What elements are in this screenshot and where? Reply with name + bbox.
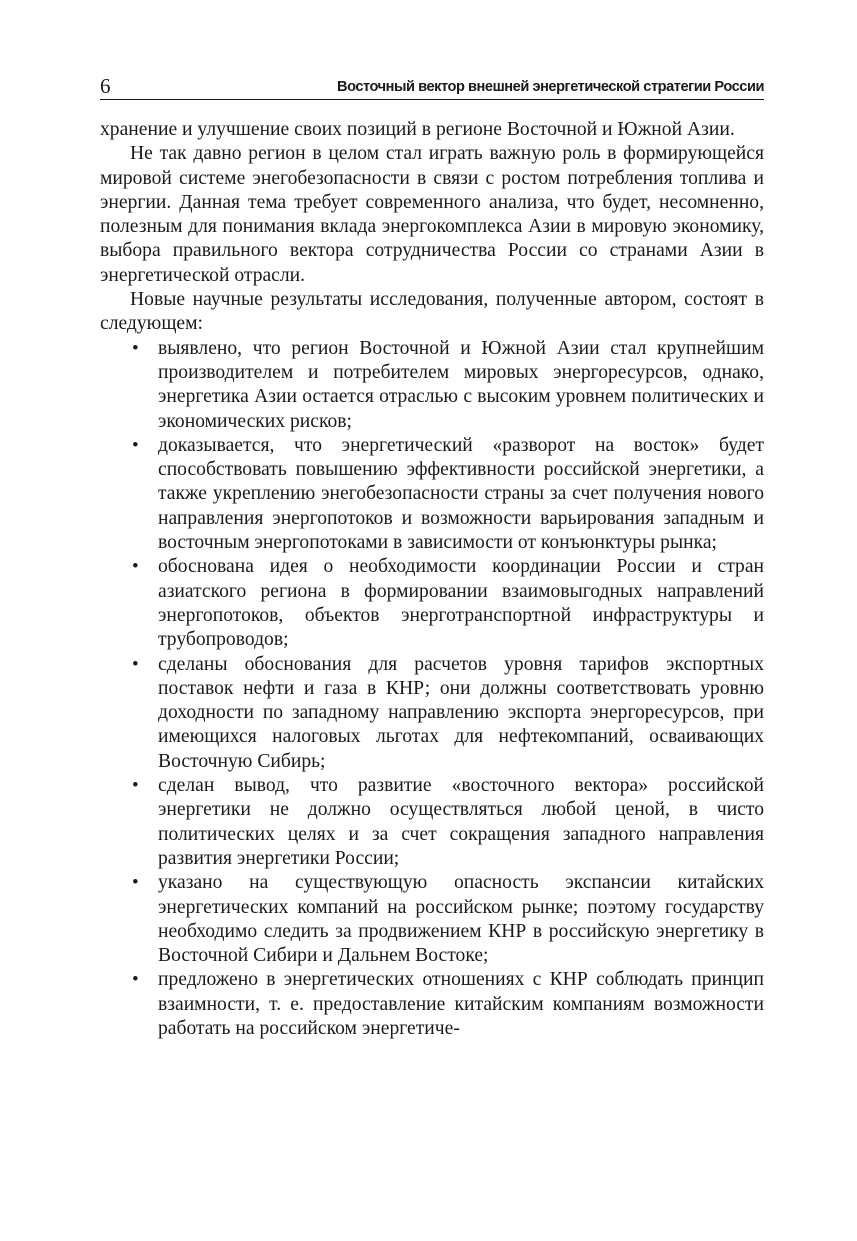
list-item-text: предложено в энергетических отношениях с КНР соблюдать принцип взаимности, т. е. предоставление китайским компаниям возможности работать на российском энергетиче- bbox=[158, 969, 764, 1039]
results-list bbox=[100, 337, 764, 1042]
paragraph-results-intro: Новые научные результаты исследования, полученные автором, состоят в следующем: bbox=[100, 289, 764, 335]
list-item-text: доказывается, что энергетический «разворот на восток» будет способствовать повышению эффективности российской энергетики, а также укреплению энегобезопасности страны за счет получения нового направления энергопотоков и возможности варьирования западным и восточным энергопотоками в зависимости от конъюнктуры рынка; bbox=[158, 434, 764, 554]
list-item-text: обоснована идея о необходимости координации России и стран азиатского региона в формировании взаимовыгодных направлений энергопотоков, объектов энерготранспортной инфраструктуры и трубопроводов; bbox=[158, 556, 764, 651]
bullet-icon: • bbox=[132, 872, 139, 894]
paragraph-continuation: хранение и улучшение своих позиций в регионе Восточной и Южной Азии. bbox=[100, 119, 735, 140]
bullet-icon: • bbox=[132, 556, 139, 578]
list-item-text: указано на существующую опасность экспансии китайских энергетических компаний на российском рынке; поэтому государству необходимо следить за продвижением КНР в российскую энергетику в Восточной Сибири и Дальнем Востоке; bbox=[158, 872, 764, 967]
list-item-text: сделан вывод, что развитие «восточного вектора» российской энергетики не должно осуществляться любой ценой, в чисто политических целях и за счет сокращения западного направления развития энергетики России; bbox=[158, 775, 764, 869]
paragraph-region-role: Не так давно регион в целом стал играть важную роль в формирующейся мировой системе энегобезопасности в связи с ростом потребления топлива и энергии. Данная тема требует современного анализа, что будет, несомненно, полезным для понимания вклада энергокомплекса Азии в мировую экономику, выбора правильного вектора сотрудничества России со странами Азии в энергетической отрасли. bbox=[100, 143, 764, 286]
list-item-text: сделаны обоснования для расчетов уровня тарифов экспортных поставок нефти и газа в КНР; они должны соответствовать уровню доходности по западному направлению экспорта энергоресурсов, при имеющихся налоговых льготах для нефтекомпаний, осваивающих Восточную Сибирь; bbox=[158, 653, 764, 772]
list-item bbox=[100, 434, 764, 555]
list-item bbox=[100, 555, 764, 652]
list-item bbox=[100, 653, 764, 774]
list-item bbox=[100, 968, 764, 1041]
bullet-icon: • bbox=[132, 337, 139, 359]
page-number: 6 bbox=[100, 74, 111, 98]
body-text bbox=[100, 118, 764, 1041]
page-header bbox=[100, 75, 764, 100]
running-title: Восточный вектор внешней энергетической стратегии России bbox=[336, 79, 764, 95]
list-item bbox=[100, 774, 764, 871]
list-item bbox=[100, 871, 764, 968]
list-item-text: выявлено, что регион Восточной и Южной Азии стал крупнейшим производителем и потребителем мировых энергоресурсов, однако, энергетика Азии остается отраслью с высоким уровнем политических и экономических рисков; bbox=[158, 337, 764, 432]
bullet-icon: • bbox=[132, 434, 139, 456]
bullet-icon: • bbox=[132, 969, 139, 991]
bullet-icon: • bbox=[132, 775, 139, 797]
book-page bbox=[100, 0, 764, 1241]
bullet-icon: • bbox=[132, 653, 139, 675]
list-item bbox=[100, 337, 764, 434]
